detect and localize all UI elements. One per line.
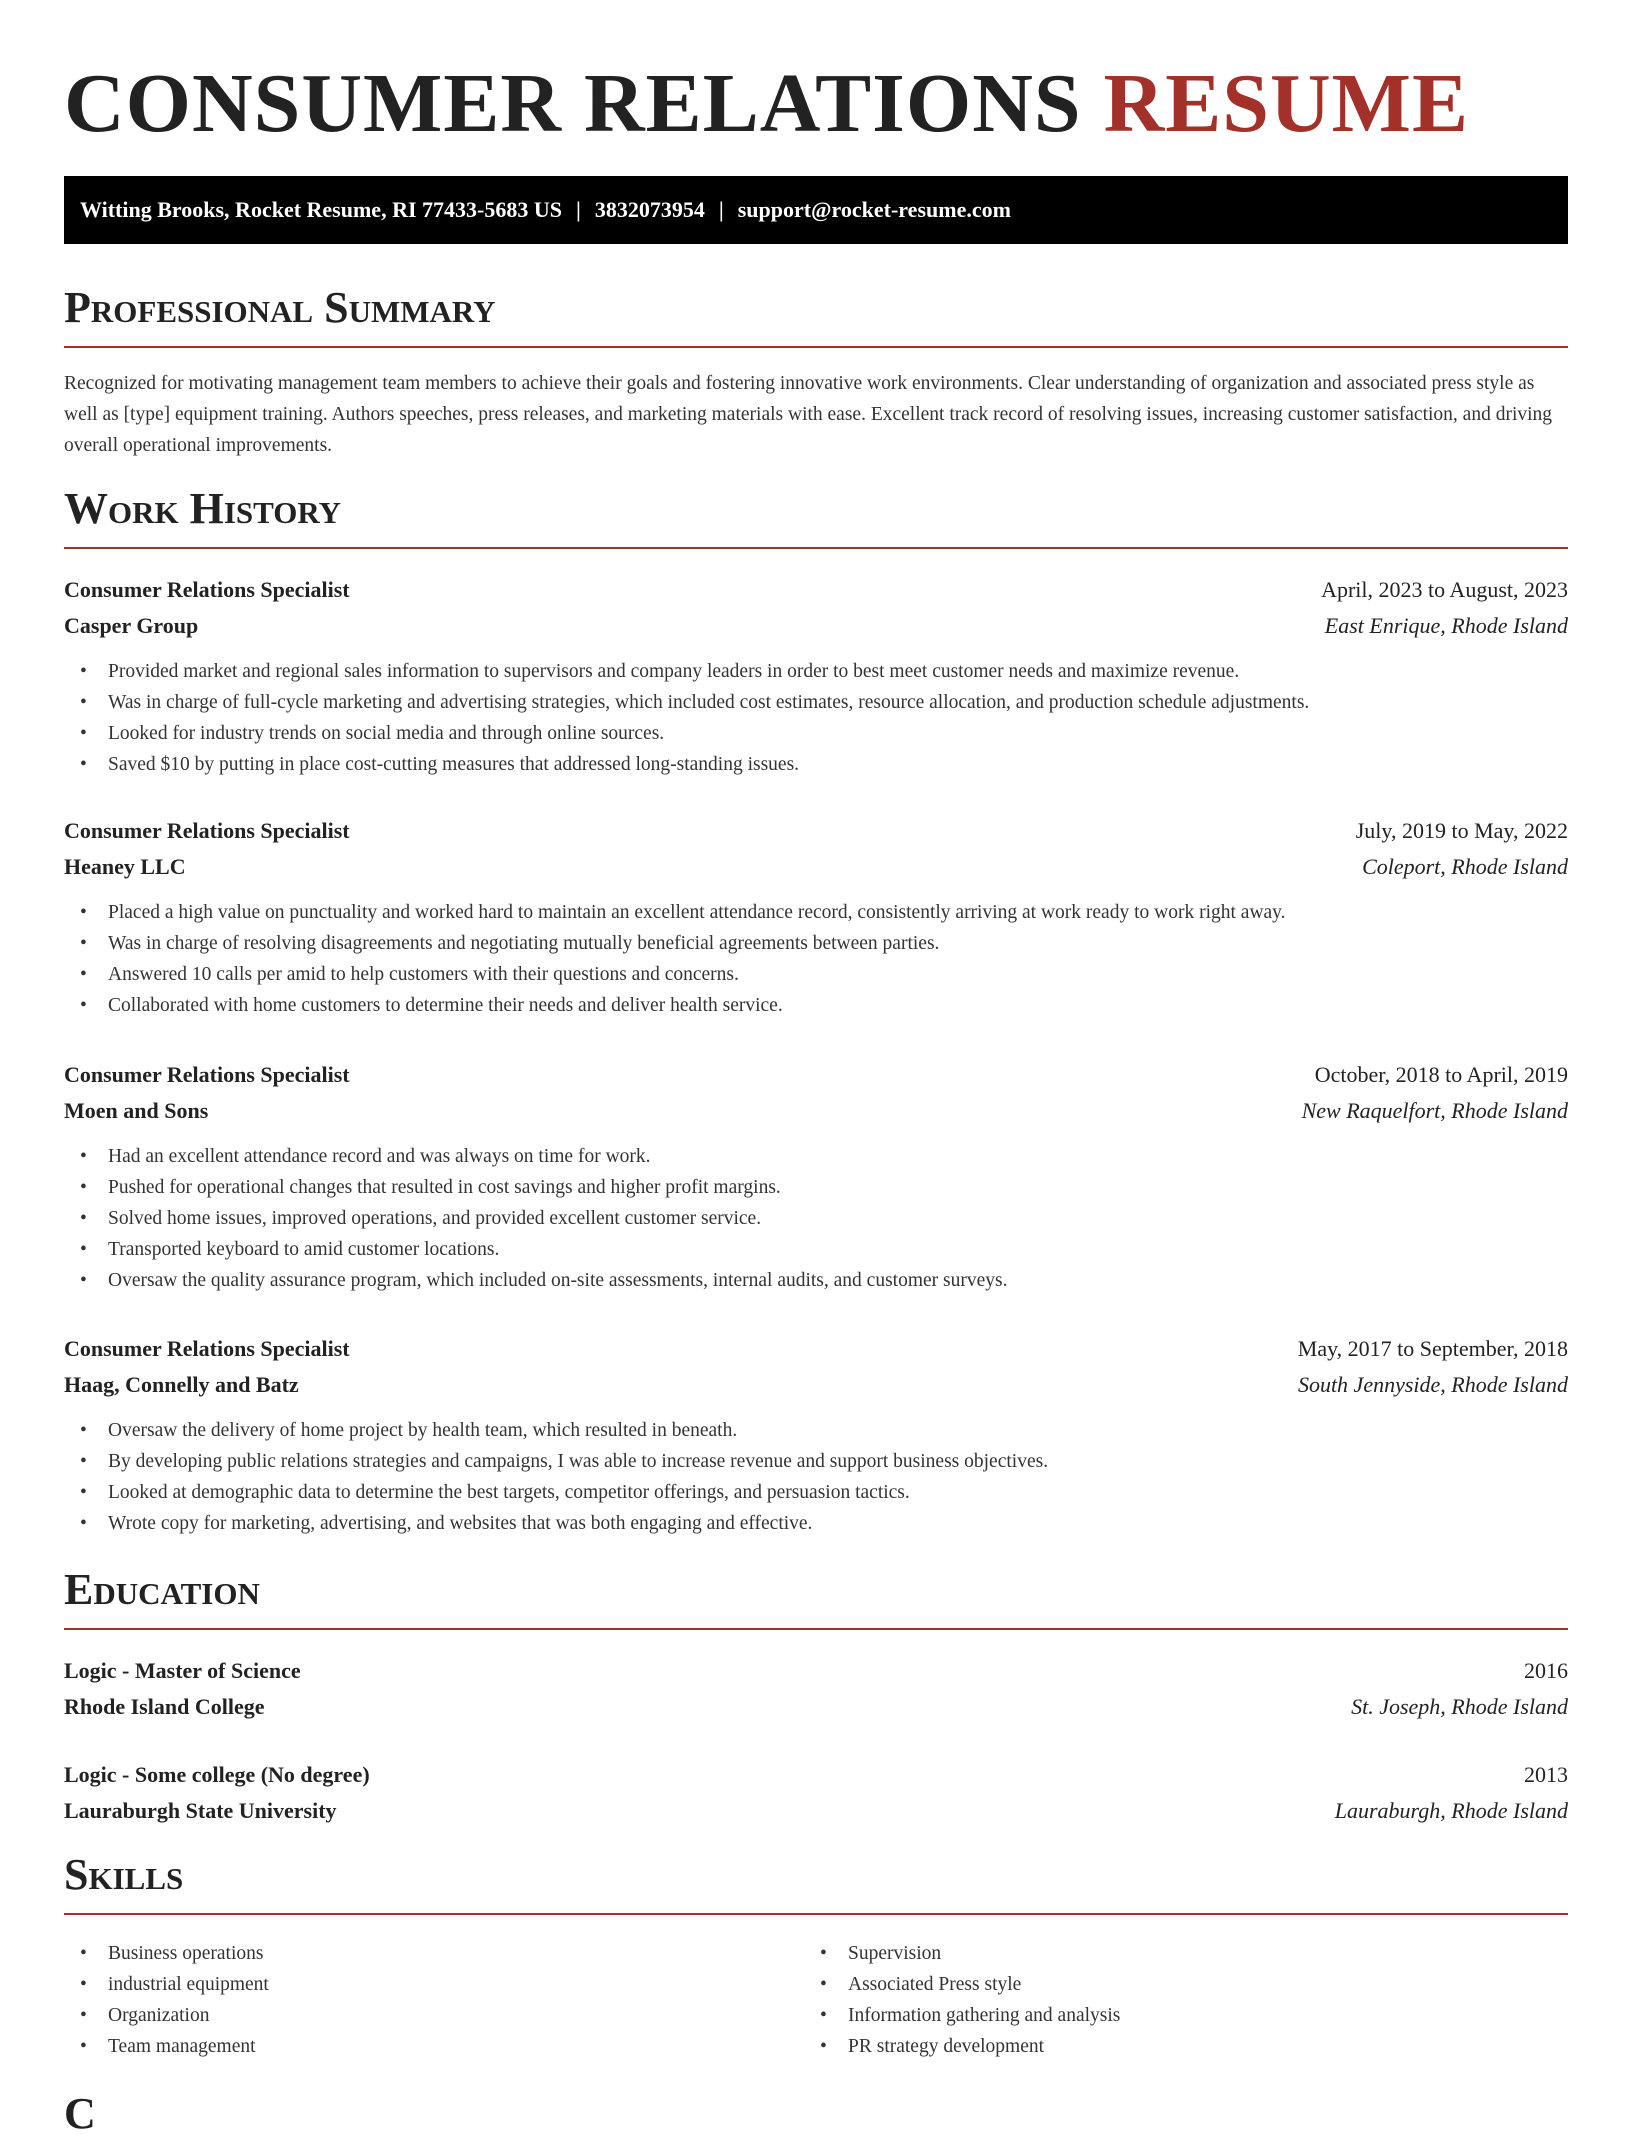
skill-text: industrial equipment	[108, 1974, 269, 1995]
bullet-icon: •	[80, 2005, 87, 2026]
bullet-icon: •	[80, 1513, 87, 1534]
education-entry	[64, 1757, 1568, 1829]
bullet-text: Was in charge of resolving disagreements and negotiating mutually beneficial agreements between parties.	[108, 933, 940, 954]
education-location: Lauraburgh, Rhode Island	[1334, 1798, 1568, 1823]
job-company: Casper Group	[64, 613, 199, 638]
job-location: South Jennyside, Rhode Island	[1297, 1372, 1568, 1397]
bullet-text: Oversaw the quality assurance program, which included on-site assessments, internal audits, and customer surveys.	[108, 1270, 1008, 1291]
list-item	[64, 1265, 1568, 1296]
list-item	[64, 928, 1568, 959]
bullet-text: Oversaw the delivery of home project by health team, which resulted in beneath.	[108, 1420, 738, 1441]
education-school: Lauraburgh State University	[64, 1798, 337, 1823]
section-heading-work-history: Work History	[64, 481, 1568, 549]
job-entry	[64, 1331, 1568, 1539]
skill-text: Organization	[108, 2005, 210, 2026]
skill-text: PR strategy development	[848, 2036, 1045, 2057]
list-item	[64, 1969, 269, 2000]
education-year: 2016	[1524, 1658, 1568, 1683]
section-heading-partial: C	[64, 2089, 96, 2138]
list-item	[64, 749, 1568, 780]
bullet-text: Had an excellent attendance record and was always on time for work.	[108, 1146, 651, 1167]
job-company: Haag, Connelly and Batz	[64, 1372, 299, 1397]
contact-phone: 3832073954	[594, 197, 705, 222]
bullet-icon: •	[820, 1974, 827, 1995]
job-location: New Raquelfort, Rhode Island	[1301, 1098, 1568, 1123]
list-item	[64, 1415, 1568, 1446]
bullet-icon: •	[80, 902, 87, 923]
job-location: East Enrique, Rhode Island	[1324, 613, 1568, 638]
job-bullets	[64, 1415, 1568, 1539]
bullet-icon: •	[80, 933, 87, 954]
skill-text: Supervision	[848, 1943, 942, 1964]
bullet-text: Solved home issues, improved operations, and provided excellent customer service.	[108, 1208, 762, 1229]
job-title: Consumer Relations Specialist	[64, 1336, 350, 1361]
title-main: CONSUMER RELATIONS	[64, 57, 1104, 150]
bullet-text: Placed a high value on punctuality and worked hard to maintain an excellent attendance record, consistently arriving at work ready to work right away.	[108, 902, 1286, 923]
list-item	[64, 656, 1568, 687]
bullet-text: Looked for industry trends on social media and through online sources.	[108, 723, 665, 744]
bullet-text: Pushed for operational changes that resulted in cost savings and higher profit margins.	[108, 1177, 781, 1198]
bullet-icon: •	[80, 995, 87, 1016]
bullet-icon: •	[820, 1943, 827, 1964]
bullet-icon: •	[80, 1451, 87, 1472]
job-company: Moen and Sons	[64, 1098, 209, 1123]
bullet-text: By developing public relations strategies and campaigns, I was able to increase revenue and support business objectives.	[108, 1451, 1049, 1472]
contact-separator: |	[718, 197, 724, 222]
summary-text: Recognized for motivating management team members to achieve their goals and fostering innovative work environments. Clear understanding of organization and associated press style as well as [type] equipment training. Authors speeches, press releases, and marketing materials with ease. Excellent track record of resolving issues, increasing customer satisfaction, and driving overall operational improvements.	[64, 373, 1553, 456]
list-item	[64, 897, 1568, 928]
list-item	[64, 1508, 1568, 1539]
job-bullets	[64, 1141, 1568, 1296]
bullet-text: Saved $10 by putting in place cost-cutting measures that addressed long-standing issues.	[108, 754, 800, 775]
section-heading-summary: Professional Summary	[64, 280, 1568, 348]
job-dates: May, 2017 to September, 2018	[1297, 1336, 1568, 1361]
contact-separator: |	[575, 197, 581, 222]
bullet-icon: •	[80, 723, 87, 744]
section-heading-skills: Skills	[64, 1847, 1568, 1915]
bullet-icon: •	[80, 1270, 87, 1291]
list-item	[804, 2000, 1120, 2031]
list-item	[64, 687, 1568, 718]
bullet-icon: •	[80, 1146, 87, 1167]
section-heading-education: Education	[64, 1562, 1568, 1630]
job-dates: October, 2018 to April, 2019	[1314, 1062, 1568, 1087]
bullet-icon: •	[80, 1208, 87, 1229]
bullet-icon: •	[80, 692, 87, 713]
skills-column-left	[64, 1938, 269, 2062]
bullet-text: Looked at demographic data to determine the best targets, competitor offerings, and persuasion tactics.	[108, 1482, 910, 1503]
education-year: 2013	[1524, 1762, 1568, 1787]
job-company: Heaney LLC	[64, 854, 186, 879]
job-location: Coleport, Rhode Island	[1362, 854, 1568, 879]
bullet-icon: •	[80, 754, 87, 775]
bullet-icon: •	[80, 661, 87, 682]
list-item	[64, 2000, 269, 2031]
resume-title	[64, 48, 1469, 160]
bullet-icon: •	[820, 2005, 827, 2026]
bullet-icon: •	[80, 1420, 87, 1441]
education-location: St. Joseph, Rhode Island	[1351, 1694, 1568, 1719]
contact-address: Witting Brooks, Rocket Resume, RI 77433-5683 US	[80, 197, 562, 222]
list-item	[64, 990, 1568, 1021]
education-entry	[64, 1653, 1568, 1725]
bullet-icon: •	[80, 964, 87, 985]
list-item	[64, 1141, 1568, 1172]
job-title: Consumer Relations Specialist	[64, 818, 350, 843]
skill-text: Business operations	[108, 1943, 264, 1964]
job-entry	[64, 572, 1568, 780]
bullet-icon: •	[80, 1239, 87, 1260]
list-item	[804, 2031, 1120, 2062]
list-item	[64, 1234, 1568, 1265]
bullet-icon: •	[80, 2036, 87, 2057]
education-school: Rhode Island College	[64, 1694, 265, 1719]
skill-text: Information gathering and analysis	[848, 2005, 1121, 2026]
bullet-icon: •	[80, 1974, 87, 1995]
list-item	[64, 1477, 1568, 1508]
job-title: Consumer Relations Specialist	[64, 1062, 350, 1087]
list-item	[64, 1446, 1568, 1477]
list-item	[64, 718, 1568, 749]
bullet-text: Was in charge of full-cycle marketing and advertising strategies, which included cost estimates, resource allocation, and production schedule adjustments.	[108, 692, 1310, 713]
contact-email: support@rocket-resume.com	[737, 197, 1011, 222]
list-item	[804, 1938, 1120, 1969]
skill-text: Team management	[108, 2036, 256, 2057]
skills-column-right	[804, 1938, 1120, 2062]
bullet-text: Wrote copy for marketing, advertising, and websites that was both engaging and effective.	[108, 1513, 813, 1534]
contact-bar	[64, 176, 1568, 244]
job-entry	[64, 1057, 1568, 1296]
bullet-text: Answered 10 calls per amid to help customers with their questions and concerns.	[108, 964, 739, 985]
bullet-text: Collaborated with home customers to determine their needs and deliver health service.	[108, 995, 783, 1016]
bullet-icon: •	[820, 2036, 827, 2057]
list-item	[64, 1938, 269, 1969]
job-title: Consumer Relations Specialist	[64, 577, 350, 602]
bullet-icon: •	[80, 1177, 87, 1198]
list-item	[64, 1203, 1568, 1234]
job-dates: July, 2019 to May, 2022	[1355, 818, 1568, 843]
job-bullets	[64, 656, 1568, 780]
list-item	[64, 959, 1568, 990]
education-degree: Logic - Master of Science	[64, 1658, 301, 1683]
list-item	[804, 1969, 1120, 2000]
bullet-text: Provided market and regional sales information to supervisors and company leaders in order to best meet customer needs and maximize revenue.	[108, 661, 1240, 682]
bullet-icon: •	[80, 1482, 87, 1503]
education-degree: Logic - Some college (No degree)	[64, 1762, 370, 1787]
bullet-icon: •	[80, 1943, 87, 1964]
job-bullets	[64, 897, 1568, 1021]
skill-text: Associated Press style	[848, 1974, 1022, 1995]
bullet-text: Transported keyboard to amid customer locations.	[108, 1239, 500, 1260]
list-item	[64, 1172, 1568, 1203]
job-dates: April, 2023 to August, 2023	[1321, 577, 1568, 602]
title-accent: RESUME	[1103, 57, 1469, 150]
job-entry	[64, 813, 1568, 1021]
list-item	[64, 2031, 269, 2062]
